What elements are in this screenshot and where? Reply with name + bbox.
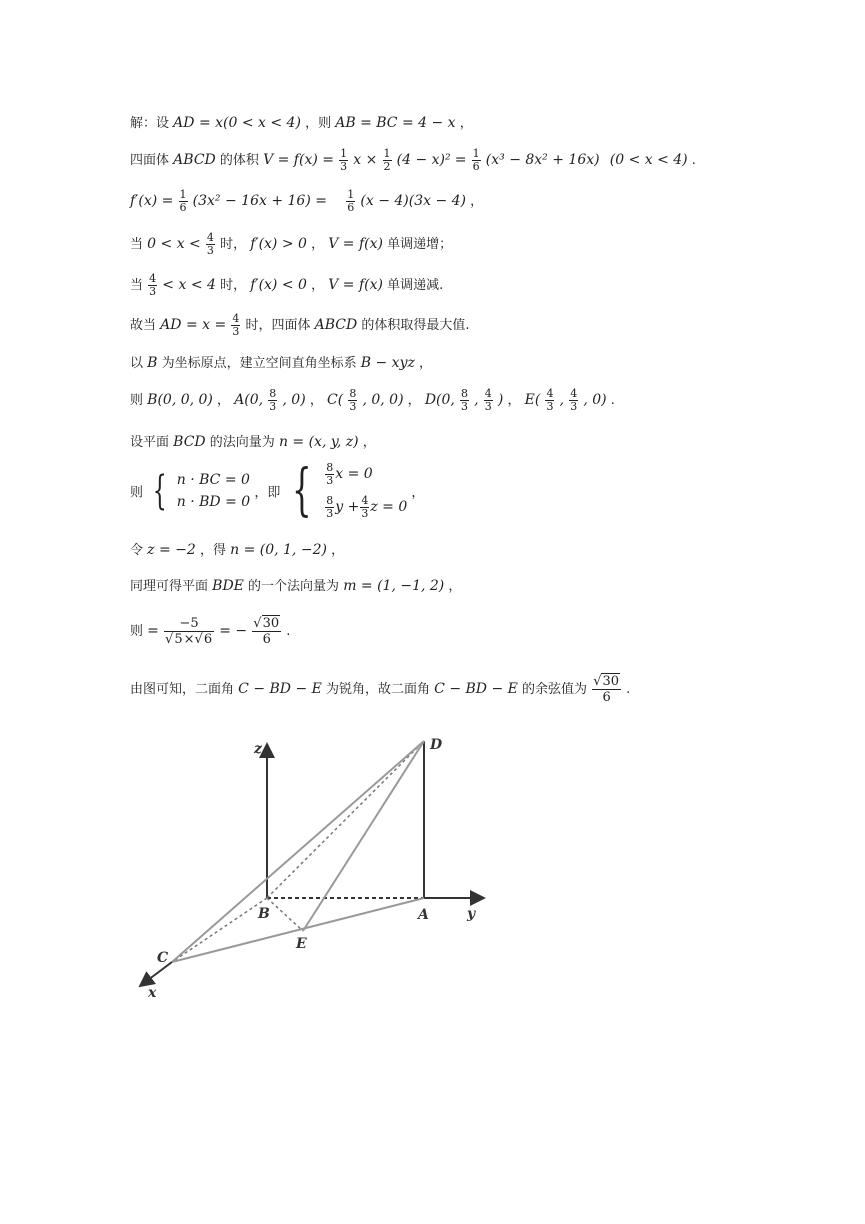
text: 则 — [130, 393, 144, 408]
den: 3 — [232, 325, 240, 338]
den: 3 — [149, 285, 157, 298]
math: B − xyz — [360, 355, 415, 371]
den: 6 — [262, 632, 271, 647]
label-c: C — [157, 950, 169, 966]
math: n = (0, 1, −2) — [230, 542, 327, 558]
text: 单调递增； — [387, 237, 453, 252]
label-x: x — [148, 985, 157, 1001]
math: z = −2 — [147, 542, 196, 558]
text: 时，四面体 — [245, 318, 311, 333]
math: V = f(x) — [328, 236, 383, 252]
text: ，则 — [305, 116, 332, 131]
text: ， — [448, 579, 462, 594]
label-a: A — [418, 907, 429, 923]
math: n = (x, y, z) — [278, 434, 359, 450]
math: ABCD — [314, 317, 358, 333]
text: 为锐角，故二面角 — [326, 682, 431, 697]
text: ， — [217, 393, 231, 408]
math: < x < 4 — [162, 277, 216, 293]
math: = — [454, 152, 467, 168]
math: AB = BC = 4 − x — [335, 115, 456, 131]
text: 当 — [130, 278, 144, 293]
math: (0 < x < 4) — [609, 152, 688, 168]
text: ， — [407, 393, 421, 408]
math: D(0, — [424, 392, 455, 408]
math: y + — [335, 499, 360, 515]
den: 3 — [269, 400, 277, 413]
edge-cd — [172, 741, 424, 962]
num: 1 — [472, 147, 480, 160]
text: 四面体 — [130, 153, 170, 168]
math: = − — [219, 623, 248, 639]
math: C( — [326, 392, 344, 408]
text: ，得 — [199, 543, 226, 558]
math: AD = x = — [160, 317, 227, 333]
den: 3 — [326, 474, 334, 487]
math: f′(x) < 0 — [250, 277, 307, 293]
num: 4 — [570, 387, 578, 400]
text: ， — [507, 393, 521, 408]
label-d: D — [430, 737, 443, 753]
num: 4 — [484, 387, 492, 400]
text: . — [286, 624, 291, 639]
radicand: 5 — [174, 632, 183, 647]
text: 的一个法向量为 — [248, 579, 340, 594]
den: 3 — [484, 400, 492, 413]
math: C − BD − E — [434, 681, 518, 697]
text: 的法向量为 — [209, 435, 275, 450]
text: 的体积取得最大值. — [361, 318, 470, 333]
edge-bc — [172, 898, 267, 962]
text: 为坐标原点，建立空间直角坐标系 — [161, 356, 357, 371]
math: = — [147, 623, 159, 639]
text: . — [691, 153, 696, 168]
text: 单调递减. — [387, 278, 444, 293]
num: 1 — [340, 147, 348, 160]
den: 2 — [383, 160, 391, 173]
math: , 0, 0) — [362, 392, 404, 408]
den: 3 — [340, 160, 348, 173]
math: f′(x) = — [130, 193, 174, 209]
radicand: 30 — [602, 674, 620, 689]
math: 0 < x < — [147, 236, 201, 252]
den: 6 — [472, 160, 480, 173]
label-b: B — [258, 906, 270, 922]
num: 4 — [149, 272, 157, 285]
text: ， — [331, 543, 345, 558]
label-z: z — [254, 741, 262, 757]
left-brace: { — [292, 458, 313, 523]
math: x × — [353, 152, 378, 168]
math: B — [147, 355, 158, 371]
math: V = f(x) = — [263, 152, 334, 168]
radicand: 30 — [262, 616, 280, 631]
num: 4 — [361, 494, 369, 507]
text: 时， — [220, 237, 247, 252]
den: 3 — [546, 400, 554, 413]
den: 6 — [179, 201, 187, 214]
text: 则 — [130, 624, 144, 639]
math: V = f(x) — [328, 277, 383, 293]
den: 6 — [602, 690, 611, 705]
den: 3 — [461, 400, 469, 413]
math: (x³ − 8x² + 16x) — [485, 152, 600, 168]
text: ， — [459, 116, 473, 131]
math: ) — [497, 392, 504, 408]
text: 的体积 — [219, 153, 259, 168]
times: × — [183, 632, 195, 647]
num: −5 — [164, 616, 214, 632]
math: B(0, 0, 0) — [147, 392, 213, 408]
math: , — [559, 392, 565, 408]
den: √5×√6 — [165, 632, 213, 647]
equation: n · BC = 0 — [176, 472, 250, 488]
edge-bd — [267, 741, 424, 898]
math: ABCD — [173, 152, 216, 168]
num: 1 — [347, 188, 355, 201]
num: 1 — [179, 188, 187, 201]
den: 3 — [570, 400, 578, 413]
text: 故当 — [130, 318, 157, 333]
den: 6 — [347, 201, 355, 214]
math: C − BD − E — [238, 681, 322, 697]
math: x = 0 — [335, 466, 373, 482]
math: , 0) — [583, 392, 607, 408]
math: (x − 4)(3x − 4) — [360, 193, 467, 209]
text: ， — [411, 485, 425, 501]
text: ， — [362, 435, 376, 450]
text: ， — [309, 393, 323, 408]
radicand: 6 — [203, 632, 213, 647]
num: 8 — [349, 387, 357, 400]
math: A(0, — [234, 392, 264, 408]
num: 8 — [461, 387, 469, 400]
num: 8 — [326, 461, 334, 474]
text: 当 — [130, 237, 144, 252]
den: 3 — [349, 400, 357, 413]
text: 令 — [130, 543, 144, 558]
text: 同理可得平面 — [130, 579, 209, 594]
label-y: y — [467, 906, 476, 922]
equation: n · BD = 0 — [176, 494, 251, 510]
text: ， — [311, 278, 325, 293]
num: 1 — [383, 147, 391, 160]
text: 以 — [130, 356, 144, 371]
math: f′(x) > 0 — [250, 236, 307, 252]
math: AD = x(0 < x < 4) — [173, 115, 301, 131]
num: 4 — [546, 387, 554, 400]
text: 设平面 — [130, 435, 170, 450]
text: 则 — [130, 485, 144, 501]
math: BCD — [173, 434, 206, 450]
text: . — [626, 682, 631, 697]
math: (4 − x)² — [396, 152, 451, 168]
num: 8 — [269, 387, 277, 400]
text: . — [610, 393, 615, 408]
num: 8 — [326, 494, 334, 507]
math: (3x² − 16x + 16) = — [192, 193, 327, 209]
text: 的余弦值为 — [522, 682, 588, 697]
math: , 0) — [282, 392, 306, 408]
text: ， — [311, 237, 325, 252]
text: 解：设 — [130, 116, 170, 131]
text: 时， — [220, 278, 247, 293]
den: 3 — [326, 507, 334, 520]
math: m = (1, −1, 2) — [343, 578, 445, 594]
text: ，即 — [254, 485, 281, 501]
num: √30 — [593, 674, 620, 689]
math: E( — [524, 392, 541, 408]
num: 4 — [232, 312, 240, 325]
math: , — [474, 392, 479, 408]
den: 3 — [361, 507, 369, 520]
edge-be — [267, 898, 303, 931]
math: BDE — [212, 578, 244, 594]
num: 4 — [206, 231, 214, 244]
left-brace: { — [152, 468, 167, 514]
den: 3 — [206, 244, 214, 257]
label-e: E — [296, 936, 307, 952]
math: z = 0 — [370, 499, 408, 515]
text: ， — [470, 194, 484, 209]
text: 由图可知，二面角 — [130, 682, 235, 697]
text: ， — [419, 356, 433, 371]
num: √30 — [253, 616, 280, 631]
